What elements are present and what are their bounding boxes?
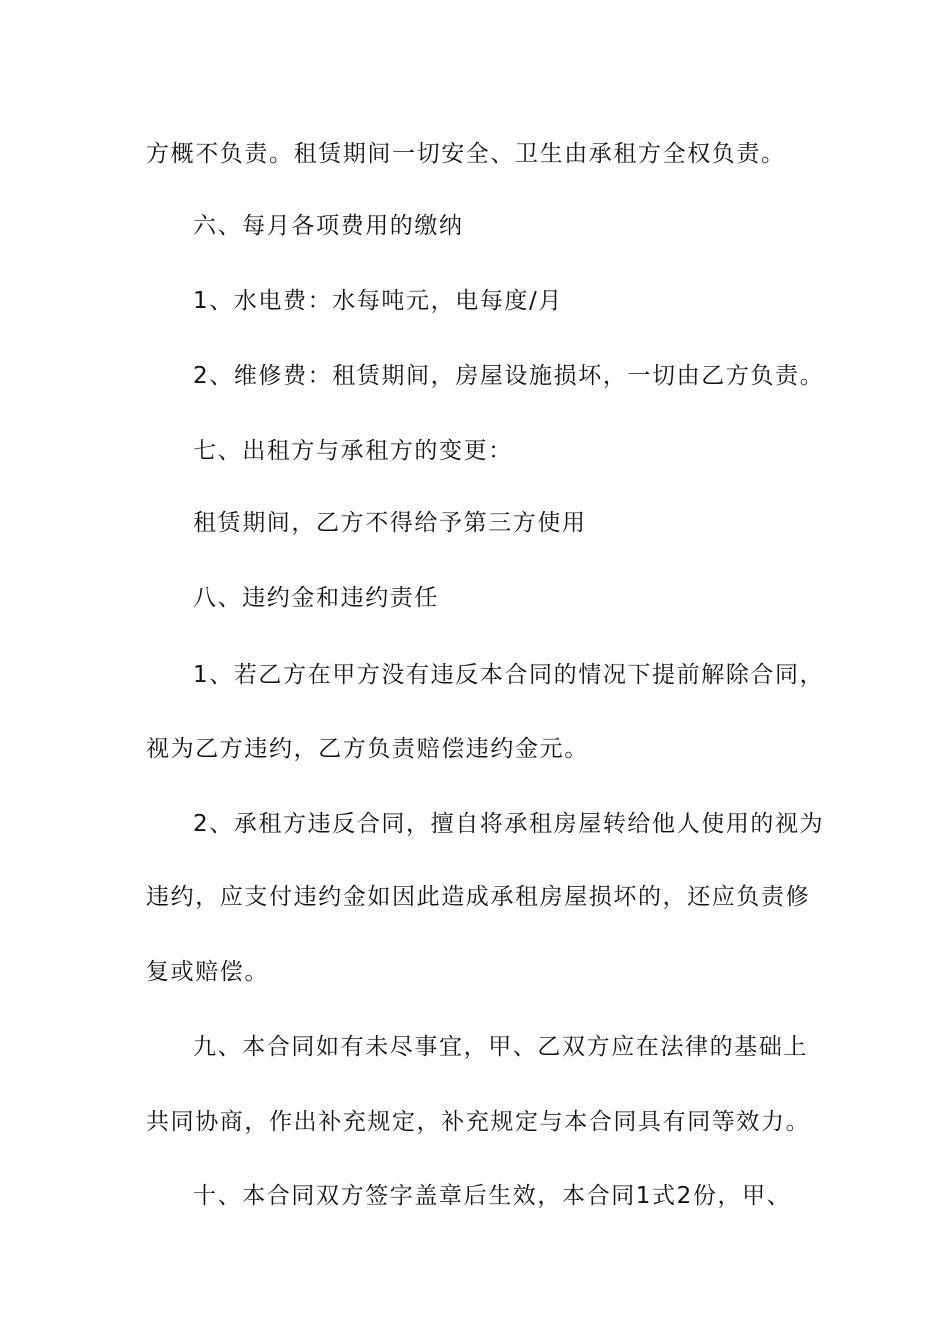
text-line: 2、承租方违反合同，擅自将承租房屋转给他人使用的视为 (193, 811, 825, 837)
text-line: 方概不负责。租赁期间一切安全、卫生由承租方全权负责。 (146, 141, 786, 167)
text-line: 复或赔偿。 (146, 959, 269, 985)
text-line: 1、水电费：水每吨元，电每度/月 (193, 288, 563, 314)
text-line: 租赁期间，乙方不得给予第三方使用 (193, 510, 587, 536)
text-line: 视为乙方违约，乙方负责赔偿违约金元。 (146, 736, 589, 762)
section-heading: 六、每月各项费用的缴纳 (193, 213, 464, 239)
text-line: 2、维修费：租赁期间，房屋设施损坏，一切由乙方负责。 (193, 363, 825, 389)
text-line: 共同协商，作出补充规定，补充规定与本合同具有同等效力。 (146, 1109, 811, 1135)
text-line: 十、本合同双方签字盖章后生效，本合同1式2份，甲、 (193, 1183, 792, 1209)
text-line: 违约，应支付违约金如因此造成承租房屋损坏的，还应负责修 (146, 884, 811, 910)
text-line: 1、若乙方在甲方没有违反本合同的情况下提前解除合同， (193, 662, 825, 688)
section-heading: 八、违约金和违约责任 (193, 585, 439, 611)
text-line: 九、本合同如有未尽事宜，甲、乙双方应在法律的基础上 (193, 1034, 808, 1060)
section-heading: 七、出租方与承租方的变更： (193, 438, 513, 464)
